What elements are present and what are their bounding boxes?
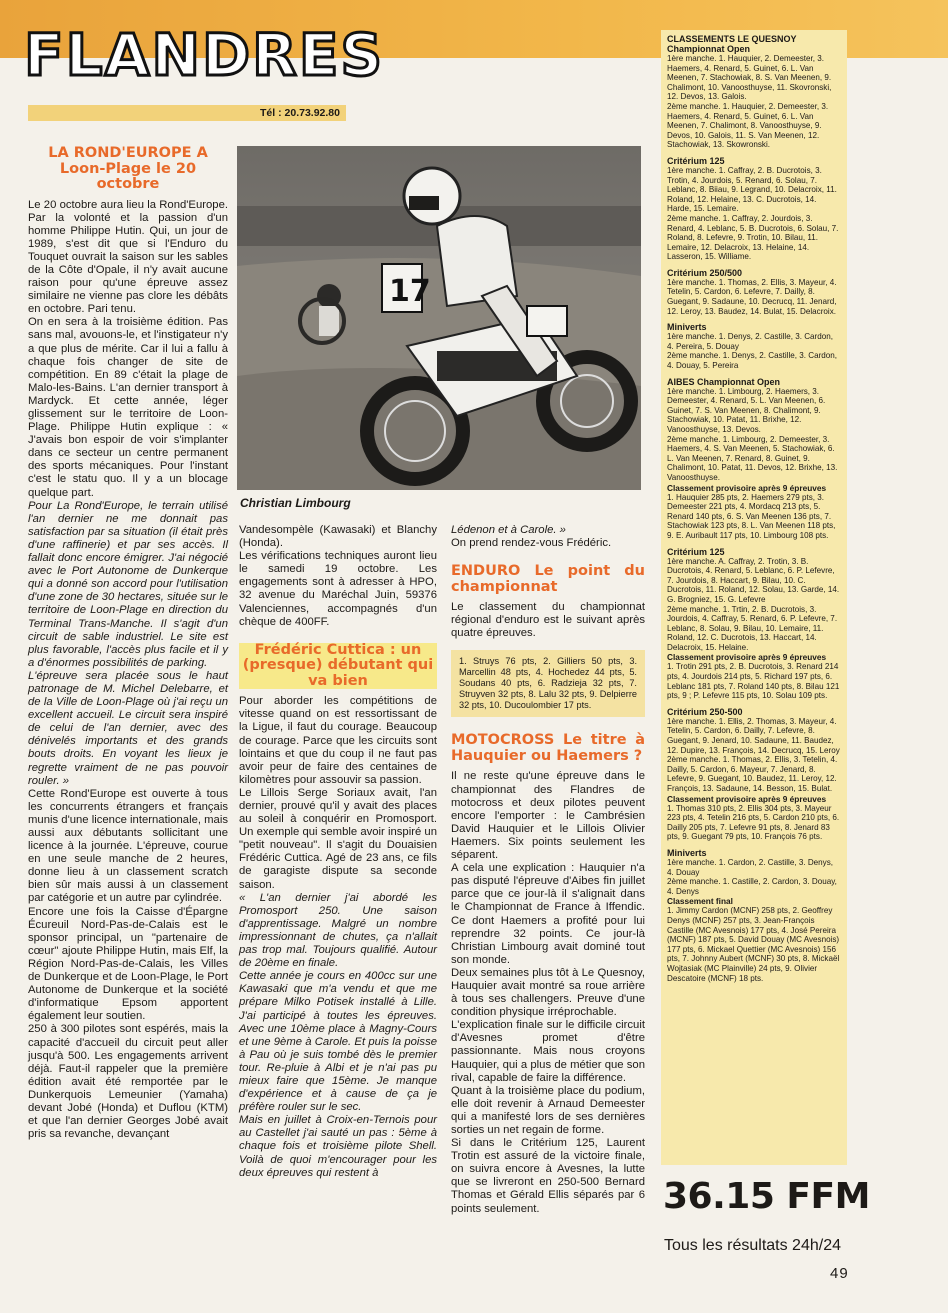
paragraph: L'épreuve sera placée sous le haut patronage de M. Michel Delebarre, et de la Ville de Loon-Plage où j'ai reçu un excellent accueil. Le circuit sera inspiré de celui de l'an dernier, avec des dénivelés importants et des grands bouts droits. En voyant les lieux je regrette vraiment de ne pas pouvoir rouler. » xyxy=(28,669,228,787)
result-line: 2ème manche. 1. Hauquier, 2. Demeester, 3. Haemers, 4. Renard, 5. Guinet, 6. L. Van Meenen, 7. Chalimont, 8. Vanoosthuyse, 9. Devos, 10. Galois, 11. S. Van Meenen, 12. Stachowiak, 13. Skowronski. xyxy=(667,101,829,150)
page-number: 49 xyxy=(830,1265,849,1282)
paragraph: 250 à 300 pilotes sont espérés, mais la capacité d'accueil du circuit peut aller jusqu'à 500. Les engagements arrivent déjà. Faut-il rappeler que la première édition avait été remportée par le Dunkerquois Lemeunier (Yamaha) devant Jobé (Honda) et Duflou (KTM) et que l'an dernier Georges Jobé avait pris sa revanche, devançant xyxy=(28,1023,228,1141)
result-line: 1. Hauquier 285 pts, 2. Haemers 279 pts, 3. Demeester 221 pts, 4. Mordacq 213 pts, 5. Renard 140 pts, 6. S. Van Meenen 136 pts, 7. Stachowiak 123 pts, 8. L. Van Meenen 118 pts, 9. E. Auribault 117 pts, 10. Limbourg 108 pts. xyxy=(667,492,836,540)
paragraph: Encore une fois la Caisse d'Épargne Écureuil Nord-Pas-de-Calais est le sponsor principal, un "partenaire de cœur" ajoute Philippe Hutin, mais Elf, la Région Nord-Pas-de-Calais, les Villes de Dunkerque et de Loon-Plage, le Port Autonome de Dunkerque et la société d'informatique Epsom apportent également leur soutien. xyxy=(28,905,228,1023)
paragraph: L'explication finale sur le difficile circuit d'Avesnes promet d'être passionnante. Mais nous croyons Hauquier, qui a plus de métier que son rival, capable de faire la différence. xyxy=(451,1019,645,1084)
results-section xyxy=(667,268,841,316)
results-section xyxy=(667,547,841,701)
result-subheading: Classement provisoire après 9 épreuves xyxy=(667,482,827,493)
paragraph: A cela une explication : Hauquier n'a pas disputé l'épreuve d'Aibes fin juillet parce que ce jour-là il s'alignait dans le Championnat de France à Iffendic. Ce dont Haemers a profité pour lui reprendre 32 points. Ce jour-là Christian Limbourg avait dominé tout son monde. xyxy=(451,862,645,966)
rider-illustration xyxy=(237,146,641,490)
result-line: 1ère manche. 1. Cardon, 2. Castille, 3. Denys, 4. Douay xyxy=(667,857,834,877)
result-line: 1ère manche. 1. Ellis, 2. Thomas, 3. Mayeur, 4. Tetelin, 5. Cardon, 6. Dailly, 7. Lefevre, 8. Guegant, 9. Jenard, 10. Sadaune, 11. Baudez, 12. Dupire, 13. François, 14. Decrucq, 15. Leroy xyxy=(667,716,840,755)
paragraph: « L'an dernier j'ai abordé les Promosport 250. Une saison d'apprentissage. Malgré un nombre impressionnant de chutes, ça n'allait pas trop mal. Toujours qualifié. Autour de 20ème en finale. xyxy=(239,891,437,970)
section-heading: Miniverts xyxy=(667,322,707,333)
results-section xyxy=(667,377,841,541)
article-col2 xyxy=(239,524,437,1180)
result-line: 2ème manche. 1. Limbourg, 2. Demeester, 3. Haemers, 4. S. Van Meenen, 5. Stachowiak, 6. L. Van Meenen, 7. Renard, 8. Guinet, 9. Chalimont, 10. Patat, 11. Devos, 12. Brixhe, 13. Vanoosthuyse. xyxy=(667,434,838,482)
result-line: 1ère manche. A. Caffray, 2. Trotin, 3. B. Ducrotois, 4. Renard, 5. Leblanc, 6. P. Lefevre, 7. Jourdois, 8. Haccart, 9. Bilau, 10. C. Ducrotois, 11. Roland, 12. Solau, 13. Garde, 14. G. Brogniez, 15. G. Lefevre xyxy=(667,556,840,604)
results-sidebar xyxy=(661,30,847,1165)
headline-enduro: ENDURO Le point du championnat xyxy=(451,563,645,595)
paragraph: Pour La Rond'Europe, le terrain utilisé l'an dernier ne me donnait pas satisfaction par sa situation (il était près d'une raffinerie) et par ses accès. Il fallait donc encore émigrer. J'ai négocié avec le Port Autonome de Dunkerque qui a donné son accord pour l'utilisation d'une zone de 30 hectares, située sur le territoire de Loon-Plage en direction du Terminal Trans-Manche. Il s'agit d'un circuit de sable industriel. Le site est plus favorable, l'accès plus facile et il y a d'énormes possibilités de parking. xyxy=(28,499,228,669)
article-rond-europe xyxy=(28,146,228,1141)
enduro-standings-box: 1. Struys 76 pts, 2. Gilliers 50 pts, 3. Marcellin 48 pts, 4. Hochedez 44 pts, 5. Soudans 40 pts, 6. Radzieja 32 pts, 7. Struyven 32 pts, 8. Lalu 32 pts, 9. Delpierre 32 pts, 10. Ducoulombier 17 pts. xyxy=(451,650,645,717)
result-line: 1ère manche. 1. Limbourg, 2. Haemers, 3. Demeester, 4. Renard, 5. L. Van Meenen, 6. Guinet, 7. S. Van Meenen, 8. Chalimont, 9. Stachowiak, 10. Patat, 11. Brixhe, 12. Vanoosthuyse, 13. Devos. xyxy=(667,386,826,434)
number-plate: 17 xyxy=(389,274,431,309)
result-line: 2ème manche. 1. Caffray, 2. Jourdois, 3. Renard, 4. Leblanc, 5. B. Ducrotois, 6. Solau, 7. Roland, 8. Lefevre, 9. Trotin, 10. Bilau, 11. Lemaire, 12. Delacroix, 13. Helaine, 14. Lasseron, 15. Williame. xyxy=(667,213,839,262)
paragraph: Pour aborder les compétitions de vitesse quand on est ressortissant de la Ligue, il faut du courage. Beaucoup de courage. Parce que les circuits sont lointains et que du coup il ne faut pas avoir peur de faire des centaines de kilomètres pour assouvir sa passion. xyxy=(239,695,437,786)
paragraph: Cette Rond'Europe est ouverte à tous les concurrents étrangers et français munis d'une licence internationale, mais aussi aux débutants sollicitant une licence à la journée. L'épreuve, courue en une seule manche de 2 heures, donne lieu à un classement scratch bien sûr mais aussi à un classement par catégorie et un autre par cylindrée. xyxy=(28,787,228,905)
paragraph: Lédenon et à Carole. » xyxy=(451,524,566,536)
result-line: 1ère manche. 1. Thomas, 2. Ellis, 3. Mayeur, 4. Tetelin, 5. Cardon, 6. Lefevre, 7. Dailly, 8. Guegant, 9. Sadaune, 10. Decrucq, 11. Jenard, 12. Leroy, 13. Baudez, 14. Bulat, 15. Delacroix. xyxy=(667,277,837,316)
result-subheading: Classement provisoire après 9 épreuves xyxy=(667,793,827,804)
paragraph: Le Lillois Serge Soriaux avait, l'an dernier, prouvé qu'il y avait des places au soleil à conquérir en Promosport. Un exemple qui semble avoir inspiré un "petit nouveau". Il s'agit du Douaisien Frédéric Cuttica. Agé de 23 ans, ce fils de garagiste dispute sa seconde saison. xyxy=(239,786,437,891)
section-heading: CLASSEMENTS LE QUESNOY Championnat Open xyxy=(667,34,797,54)
article-col3 xyxy=(451,524,645,1216)
results-section xyxy=(667,156,841,262)
section-heading: Miniverts xyxy=(667,847,707,858)
paragraph: Mais en juillet à Croix-en-Ternois pour au Castellet j'ai sauté un pas : 5ème à chaque fois et troisième pilote Shell. Voilà de quoi m'encourager pour les deux épreuves qui restent à xyxy=(239,1114,437,1179)
section-heading: Critérium 250/500 xyxy=(667,267,743,278)
result-line: 1. Jimmy Cardon (MCNF) 258 pts, 2. Geoffrey Denys (MCNF) 257 pts, 3. Jean-François Castille (MC Avesnois) 177 pts, 4. José Pereira (MCNF) 187 pts, 5. David Douay (MC Avesnois) 177 pts, 6. Mickael Quettier (MC Avesnois) 156 pts, 7. Johnny Aubert (MCNF) 30 pts, 8. Mickaël Wojtasiak (MC Plainville) 24 pts, 9. Olivier Descatoire (MCNF) 18 pts. xyxy=(667,906,840,983)
results-section xyxy=(667,707,841,842)
result-line: 1ère manche. 1. Denys, 2. Castille, 3. Cardon, 4. Pereira, 5. Douay xyxy=(667,332,834,351)
headline-cuttica: Frédéric Cuttica : un (presque) débutant qui va bien xyxy=(239,643,437,690)
section-heading: Critérium 250-500 xyxy=(667,706,743,717)
telephone-bar: Tél : 20.73.92.80 xyxy=(28,105,346,121)
paragraph: Deux semaines plus tôt à Le Quesnoy, Hauquier avait montré sa roue arrière à tous ses challengers. Preuve d'une condition physique irréprochable. xyxy=(451,966,645,1019)
paragraph: On en sera à la troisième édition. Pas sans mal, avouons-le, et l'instigateur n'y a que plus de mérite. Car il lui a fallu à chaque fois changer de site de compétition. En 89 c'était la plage de Malo-les-Bains. L'an dernier transport à Mardyck. Et cette année, léger glissement sur le territoire de Loon-Plage. Philippe Hutin explique : « J'avais bon espoir de voir s'implanter dans ce secteur un centre permanent des sports mécaniques. Pour l'instant c'est le statu quo. Il y a un blocage quelque part. xyxy=(28,316,228,499)
page-title: FLANDRES xyxy=(24,21,385,89)
headline-motocross: MOTOCROSS Le titre à Hauquier ou Haemers ? xyxy=(451,732,645,764)
results-section xyxy=(667,322,841,370)
headline-rond-europe: LA ROND'EUROPE A Loon-Plage le 20 octobre xyxy=(48,145,208,192)
result-line: 2ème manche. 1. Thomas, 2. Ellis, 3. Tetelin, 4. Dailly, 5. Cardon, 6. Mayeur, 7. Jenard, 8. Lefevre, 9. Guegant, 10. Baudez, 11. Leroy, 12. François, 13. Sadaune, 14. Besson, 15. Bulat. xyxy=(667,755,838,793)
result-line: 1. Thomas 310 pts, 2. Ellis 304 pts, 3. Mayeur 223 pts, 4. Tetelin 216 pts, 5. Cardon 210 pts, 6. Dailly 205 pts, 7. Lefevre 91 pts, 8. Jenard 83 pts, 9. Guegant 79 pts, 10. François 76 pts. xyxy=(667,803,840,842)
results-section xyxy=(667,34,841,150)
result-line: 1ère manche. 1. Hauquier, 2. Demeester, 3. Haemers, 4. Renard, 5. Guinet, 6. L. Van Meenen, 7. Stachowiak, 8. S. Van Meenen, 9. Chalimont, 10. Vanoosthuyse, 11. Skovronski, 12. Devos, 13. Galois. xyxy=(667,54,832,102)
paragraph: Le classement du championnat régional d'enduro est le suivant après quatre épreuves. xyxy=(451,601,645,640)
result-line: 2ème manche. 1. Castille, 2. Cardon, 3. Douay, 4. Denys xyxy=(667,877,837,896)
paragraph: Quant à la troisième place du podium, elle doit revenir à Arnaud Demeester qui a manifesté lors de ses dernières sorties un net regain de forme. xyxy=(451,1084,645,1136)
ffm-service-number: 36.15 FFM xyxy=(663,1176,870,1217)
motocross-photo xyxy=(237,146,641,490)
paragraph: On prend rendez-vous Frédéric. xyxy=(451,537,612,550)
result-line: 1. Trotin 291 pts, 2. B. Ducrotois, 3. Renard 214 pts, 4. Jourdois 214 pts, 5. Richard 197 pts, 6. Leblanc 181 pts, 7. Roland 140 pts, 8. Bilau 121 pts, 9 ; P. Lefevre 115 pts, 10. Solau 109 pts. xyxy=(667,662,840,701)
result-line: 2ème manche. 1. Denys, 2. Castille, 3. Cardon, 4. Douay, 5. Pereira xyxy=(667,351,838,371)
paragraph: Vandesompèle (Kawasaki) et Blanchy (Honda). xyxy=(239,524,437,550)
result-line: 1ère manche. 1. Caffray, 2. B. Ducrotois, 3. Trotin, 4. Jourdois, 5. Renard, 6. Solau, 7. Leblanc, 8. Biiau, 9. Legrand, 10. Delacroix, 11. Roland, 12. Helaine, 13. C. Ducrotois, 14. Harde, 15. Lemaire. xyxy=(667,165,837,214)
section-heading: AIBES Championnat Open xyxy=(667,376,781,387)
paragraph: Cette année je cours en 400cc sur une Kawasaki que m'a vendu et que me prépare Milko Potisek installé à Lille. J'ai participé à toutes les épreuves. Avec une 10ème place à Magny-Cours et une 9ème à Carole. Et puis la poisse à Pau où je suis tombé dès le premier tour. Re-pluie à Albi et je n'ai pas pu mieux faire que 15ème. Je manque d'expérience et à cause de ça je préfère rouler sur le sec. xyxy=(239,970,437,1114)
results-section xyxy=(667,848,841,983)
paragraph: Si dans le Critérium 125, Laurent Trotin est assuré de la victoire finale, on suivra encore à Avesnes, la lutte que se livreront en 250-500 Bernard Thomas et Gérald Ellis séparés par 6 points seulement. xyxy=(451,1137,645,1215)
section-heading: Critérium 125 xyxy=(667,155,725,166)
paragraph: Il ne reste qu'une épreuve dans le championnat des Flandres de motocross et deux pilotes peuvent encore l'emporter : le Cambrésien David Hauquier et le Lillois Olivier Haemers. Six points seulement les séparent. xyxy=(451,770,645,862)
result-subheading: Classement final xyxy=(667,896,733,907)
ffm-service-tagline: Tous les résultats 24h/24 xyxy=(664,1237,841,1254)
paragraph: Les vérifications techniques auront lieu le samedi 19 octobre. Les engagements sont à adresser à HPO, 32 avenue du Maréchal Juin, 59376 Valenciennes, accompagnés d'un chèque de 400FF. xyxy=(239,550,437,628)
photo-caption: Christian Limbourg xyxy=(240,496,351,510)
section-heading: Critérium 125 xyxy=(667,546,725,557)
result-line: 2ème manche. 1. Trtin, 2. B. Ducrotois, 3. Jourdois, 4. Caffray, 5. Renard, 6. P. Lefevre, 7. Leblanc, 8. Solau, 9. Bilau, 10. Lemaire, 11. Roland, 12. C. Ducrotois, 13. Haccart, 14. Delacroix, 15. Helaine. xyxy=(667,604,838,652)
result-subheading: Classement provisoire après 9 épreuves xyxy=(667,652,827,663)
paragraph: Le 20 octobre aura lieu la Rond'Europe. Par la volonté et la passion d'un homme Philippe Hutin. Qui, un jour de 1989, s'est dit que si l'Enduro du Touquet ouvrait la saison sur les sables de la Côte d'Opale, il n'y avait aucune raison pour qu'une épreuve assez similaire ne vienne pas clore les débâts en octobre. Pari tenu. xyxy=(28,198,228,316)
